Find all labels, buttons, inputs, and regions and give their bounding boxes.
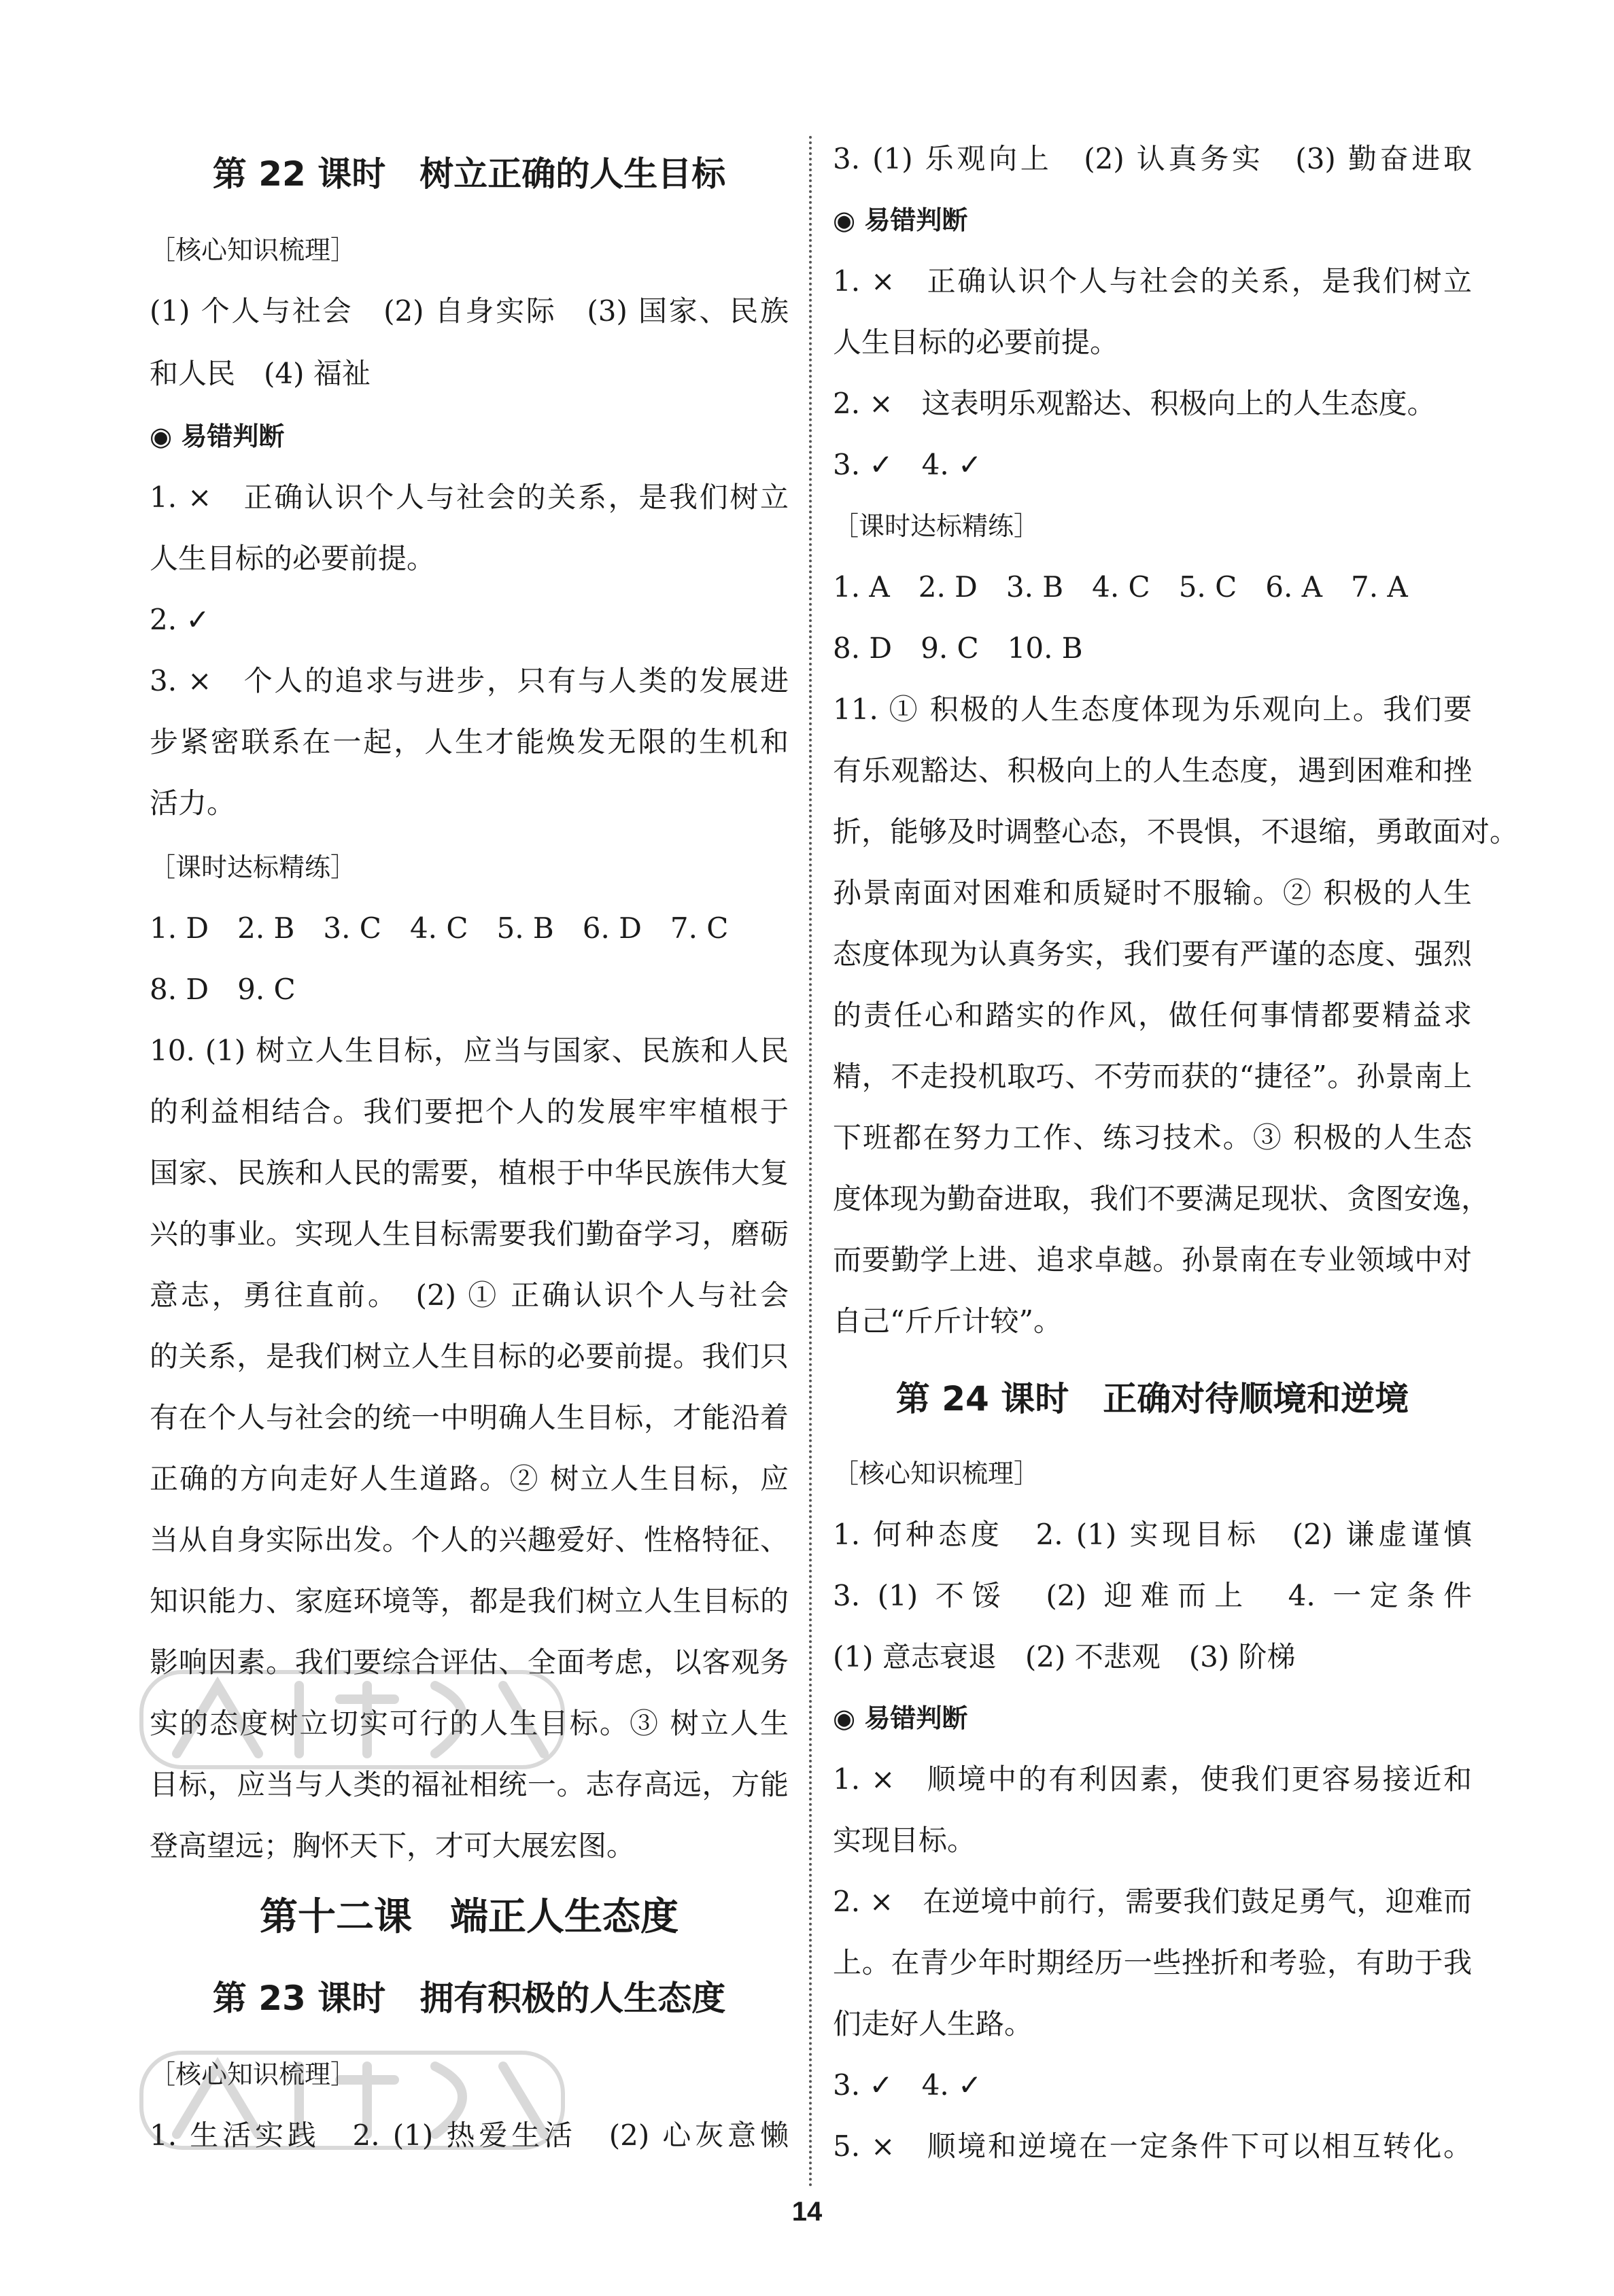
answer-line: 度体现为勤奋进取，我们不要满足现状、贪图安逸， xyxy=(833,1182,1490,1215)
answer-line: 3. ✓ 4. ✓ xyxy=(833,2068,982,2102)
answer-line: 自己“斤斤计较”。 xyxy=(833,1304,1062,1338)
answer-line: 3. ✓ 4. ✓ xyxy=(833,448,982,481)
answer-line: 活力。 xyxy=(150,786,236,820)
lesson-24-title: 第 24 课时 正确对待顺境和逆境 xyxy=(895,1379,1409,1419)
answer-line: 1. × 顺境中的有利因素，使我们更容易接近和 xyxy=(833,1762,1472,1796)
answer-line: (1) 个人与社会 (2) 自身实际 (3) 国家、民族 xyxy=(150,294,789,328)
answer-line: 8. D 9. C xyxy=(150,973,296,1006)
answer-line: 们走好人生路。 xyxy=(833,2007,1033,2040)
answer-line: 精，不走投机取巧、不劳而获的“捷径”。孙景南上 xyxy=(833,1060,1472,1093)
answer-line: 和人民 (4) 福祉 xyxy=(150,357,371,390)
answer-line: 人生目标的必要前提。 xyxy=(833,326,1119,359)
answer-line: 10. (1) 树立人生目标，应当与国家、民族和人民 xyxy=(150,1034,789,1067)
answer-line: 下班都在努力工作、练习技术。③ 积极的人生态 xyxy=(833,1121,1472,1154)
error-judgment-label: ◉ 易错判断 xyxy=(150,421,285,451)
answer-line: 实的态度树立切实可行的人生目标。③ 树立人生 xyxy=(150,1707,789,1740)
answer-line: 2. ✓ xyxy=(150,603,210,636)
answer-line: 1. × 正确认识个人与社会的关系，是我们树立 xyxy=(150,481,789,514)
answer-line: 步紧密联系在一起，人生才能焕发无限的生机和 xyxy=(150,725,789,759)
answer-line: 的关系，是我们树立人生目标的必要前提。我们只 xyxy=(150,1340,789,1373)
practice-label: ［课时达标精练］ xyxy=(833,511,1040,541)
answer-line: 当从自身实际出发。个人的兴趣爱好、性格特征、 xyxy=(150,1523,789,1556)
answer-line: 孙景南面对困难和质疑时不服输。② 积极的人生 xyxy=(833,876,1472,909)
answer-line: 1. D 2. B 3. C 4. C 5. B 6. D 7. C xyxy=(150,911,729,945)
answer-line: 3. (1) 乐观向上 (2) 认真务实 (3) 勤奋进取 xyxy=(833,142,1472,175)
answer-line: 上。在青少年时期经历一些挫折和考验，有助于我 xyxy=(833,1946,1472,1979)
answer-line: 态度体现为认真务实，我们要有严谨的态度、强烈 xyxy=(833,937,1472,971)
answer-line: 1. 生活实践 2. (1) 热爱生活 (2) 心灰意懒 xyxy=(150,2119,789,2152)
lesson-22-title: 第 22 课时 树立正确的人生目标 xyxy=(212,154,726,194)
answer-line: 折，能够及时调整心态，不畏惧，不退缩，勇敢面对。 xyxy=(833,815,1519,848)
answer-line: 影响因素。我们要综合评估、全面考虑，以客观务 xyxy=(150,1646,789,1679)
answer-line: 人生目标的必要前提。 xyxy=(150,542,436,575)
answer-line: (1) 意志衰退 (2) 不悲观 (3) 阶梯 xyxy=(833,1640,1296,1673)
page-number: 14 xyxy=(791,2197,823,2227)
error-judgment-label: ◉ 易错判断 xyxy=(833,205,968,235)
error-judgment-label: ◉ 易错判断 xyxy=(833,1703,968,1733)
answer-line: 登高望远；胸怀天下，才可大展宏图。 xyxy=(150,1829,636,1862)
watermark-logo xyxy=(136,2039,571,2161)
answer-line: 3. (1) 不馁 (2) 迎难而上 4. 一定条件 xyxy=(833,1579,1472,1612)
column-divider xyxy=(809,136,812,2189)
answer-line: 2. × 在逆境中前行，需要我们鼓足勇气，迎难而 xyxy=(833,1885,1472,1918)
answer-line: 1. 何种态度 2. (1) 实现目标 (2) 谦虚谨慎 xyxy=(833,1518,1472,1551)
answer-line: 而要勤学上进、追求卓越。孙景南在专业领域中对 xyxy=(833,1243,1472,1276)
answer-line: 有在个人与社会的统一中明确人生目标，才能沿着 xyxy=(150,1401,789,1434)
answer-line: 的利益相结合。我们要把个人的发展牢牢植根于 xyxy=(150,1095,789,1128)
answer-line: 意志，勇往直前。 (2) ① 正确认识个人与社会 xyxy=(150,1279,789,1312)
core-knowledge-label: ［核心知识梳理］ xyxy=(833,1459,1040,1489)
answer-line: 目标，应当与人类的福祉相统一。志存高远，方能 xyxy=(150,1768,789,1801)
answer-line: 知识能力、家庭环境等，都是我们树立人生目标的 xyxy=(150,1584,789,1618)
answer-line: 国家、民族和人民的需要，植根于中华民族伟大复 xyxy=(150,1156,789,1189)
answer-line: 实现目标。 xyxy=(833,1824,976,1857)
answer-line: 正确的方向走好人生道路。② 树立人生目标，应 xyxy=(150,1462,789,1495)
answer-line: 5. × 顺境和逆境在一定条件下可以相互转化。 xyxy=(833,2129,1472,2163)
lesson-23-title: 第 23 课时 拥有积极的人生态度 xyxy=(212,1979,726,2018)
answer-line: 有乐观豁达、积极向上的人生态度，遇到困难和挫 xyxy=(833,754,1472,787)
answer-line: 1. A 2. D 3. B 4. C 5. C 6. A 7. A xyxy=(833,570,1408,604)
core-knowledge-label: ［核心知识梳理］ xyxy=(150,2059,357,2089)
core-knowledge-label: ［核心知识梳理］ xyxy=(150,235,357,265)
practice-label: ［课时达标精练］ xyxy=(150,852,357,882)
answer-line: 兴的事业。实现人生目标需要我们勤奋学习，磨砺 xyxy=(150,1217,789,1251)
lesson-12-title: 第十二课 端正人生态度 xyxy=(260,1895,679,1939)
answer-line: 2. × 这表明乐观豁达、积极向上的人生态度。 xyxy=(833,387,1436,420)
answer-line: 1. × 正确认识个人与社会的关系，是我们树立 xyxy=(833,264,1472,298)
answer-line: 的责任心和踏实的作风，做任何事情都要精益求 xyxy=(833,998,1472,1032)
answer-line: 8. D 9. C 10. B xyxy=(833,631,1083,665)
answer-line: 3. × 个人的追求与进步，只有与人类的发展进 xyxy=(150,664,789,697)
answer-line: 11. ① 积极的人生态度体现为乐观向上。我们要 xyxy=(833,693,1472,726)
watermark-logo xyxy=(136,1658,571,1781)
